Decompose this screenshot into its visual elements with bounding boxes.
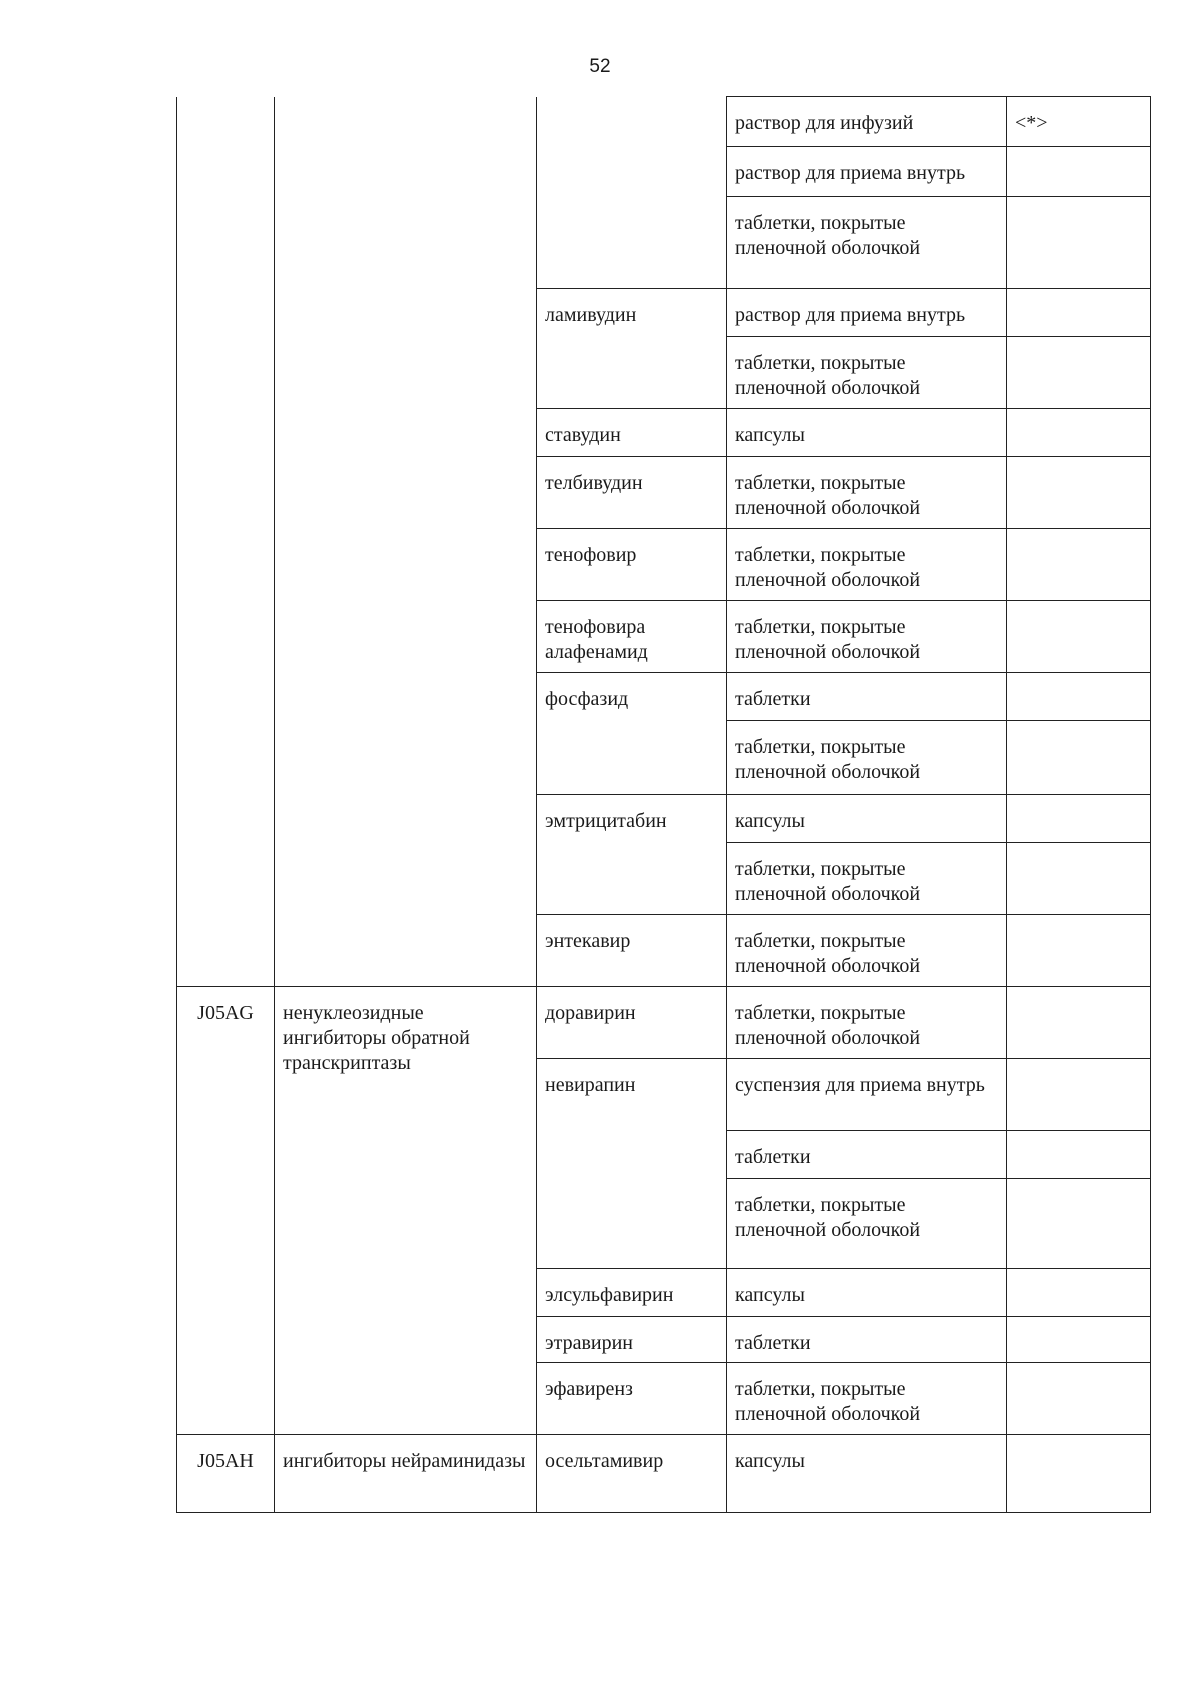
note-cell: [1007, 1317, 1151, 1363]
dosage-form-cell: раствор для приема внутрь: [727, 147, 1007, 197]
inn-cell: фосфазид: [537, 673, 727, 795]
page-number: 52: [589, 56, 611, 77]
inn-cell: телбивудин: [537, 457, 727, 529]
inn-cell: осельтамивир: [537, 1435, 727, 1513]
inn-cell: эфавиренз: [537, 1363, 727, 1435]
dosage-form-cell: капсулы: [727, 409, 1007, 457]
dosage-form-cell: таблетки, покрытые пленочной оболочкой: [727, 843, 1007, 915]
dosage-form-cell: таблетки, покрытые пленочной оболочкой: [727, 1179, 1007, 1269]
note-cell: [1007, 1059, 1151, 1131]
note-cell: [1007, 987, 1151, 1059]
note-cell: [1007, 843, 1151, 915]
table-row: [177, 1435, 1151, 1513]
note-cell: [1007, 915, 1151, 987]
dosage-form-cell: таблетки: [727, 1131, 1007, 1179]
medication-table: [176, 96, 1151, 1513]
note-cell: [1007, 721, 1151, 795]
inn-cell: [537, 97, 727, 289]
inn-cell: элсульфавирин: [537, 1269, 727, 1317]
atc-code-cell: [177, 97, 275, 987]
dosage-form-cell: таблетки, покрытые пленочной оболочкой: [727, 721, 1007, 795]
inn-cell: доравирин: [537, 987, 727, 1059]
table-row: [177, 97, 1151, 147]
dosage-form-cell: раствор для инфузий: [727, 97, 1007, 147]
table-row: [177, 987, 1151, 1059]
note-cell: <*>: [1007, 97, 1151, 147]
dosage-form-cell: суспензия для приема внутрь: [727, 1059, 1007, 1131]
note-cell: [1007, 1131, 1151, 1179]
dosage-form-cell: таблетки, покрытые пленочной оболочкой: [727, 529, 1007, 601]
atc-group-cell: [275, 97, 537, 987]
note-cell: [1007, 1269, 1151, 1317]
note-cell: [1007, 673, 1151, 721]
note-cell: [1007, 1435, 1151, 1513]
dosage-form-cell: таблетки, покрытые пленочной оболочкой: [727, 601, 1007, 673]
note-cell: [1007, 409, 1151, 457]
note-cell: [1007, 601, 1151, 673]
note-cell: [1007, 529, 1151, 601]
note-cell: [1007, 337, 1151, 409]
dosage-form-cell: таблетки, покрытые пленочной оболочкой: [727, 457, 1007, 529]
dosage-form-cell: таблетки: [727, 673, 1007, 721]
note-cell: [1007, 795, 1151, 843]
inn-cell: ставудин: [537, 409, 727, 457]
atc-code-cell: J05AH: [177, 1435, 275, 1513]
note-cell: [1007, 1179, 1151, 1269]
note-cell: [1007, 1363, 1151, 1435]
dosage-form-cell: таблетки, покрытые пленочной оболочкой: [727, 1363, 1007, 1435]
dosage-form-cell: капсулы: [727, 1269, 1007, 1317]
note-cell: [1007, 197, 1151, 289]
inn-cell: энтекавир: [537, 915, 727, 987]
dosage-form-cell: таблетки: [727, 1317, 1007, 1363]
inn-cell: ламивудин: [537, 289, 727, 409]
atc-group-cell: ненуклеозидные ингибиторы обратной транскриптазы: [275, 987, 537, 1435]
inn-cell: эмтрицитабин: [537, 795, 727, 915]
dosage-form-cell: таблетки, покрытые пленочной оболочкой: [727, 337, 1007, 409]
inn-cell: этравирин: [537, 1317, 727, 1363]
inn-cell: тенофовир: [537, 529, 727, 601]
note-cell: [1007, 289, 1151, 337]
note-cell: [1007, 147, 1151, 197]
dosage-form-cell: таблетки, покрытые пленочной оболочкой: [727, 915, 1007, 987]
dosage-form-cell: капсулы: [727, 1435, 1007, 1513]
dosage-form-cell: капсулы: [727, 795, 1007, 843]
atc-group-cell: ингибиторы нейраминидазы: [275, 1435, 537, 1513]
dosage-form-cell: раствор для приема внутрь: [727, 289, 1007, 337]
note-cell: [1007, 457, 1151, 529]
dosage-form-cell: таблетки, покрытые пленочной оболочкой: [727, 987, 1007, 1059]
inn-cell: тенофовира алафенамид: [537, 601, 727, 673]
dosage-form-cell: таблетки, покрытые пленочной оболочкой: [727, 197, 1007, 289]
inn-cell: невирапин: [537, 1059, 727, 1269]
atc-code-cell: J05AG: [177, 987, 275, 1435]
